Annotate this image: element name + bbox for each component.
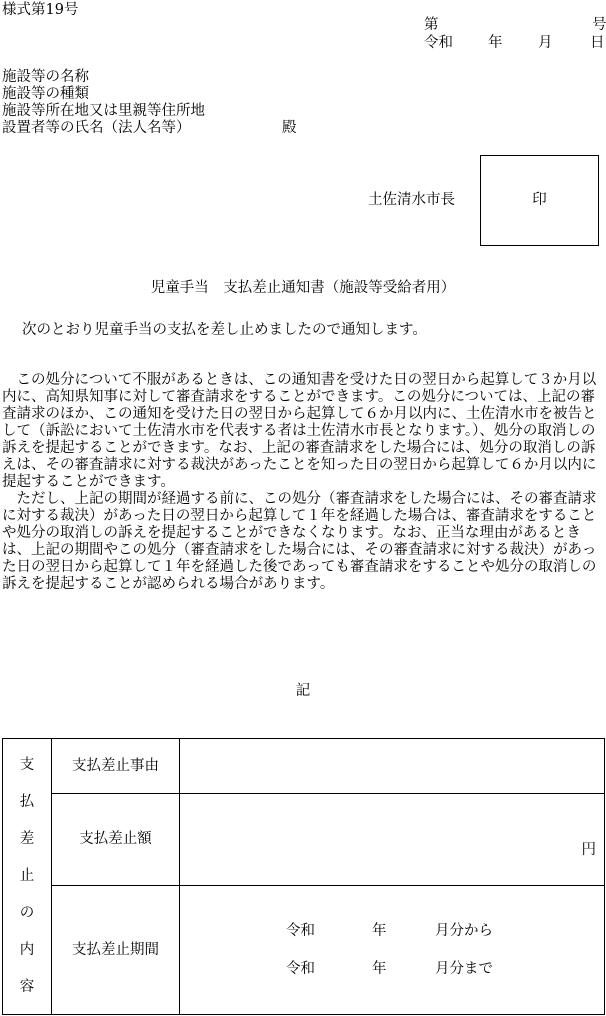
period-value[interactable]: [180, 886, 605, 1015]
side-label-char: 差: [19, 831, 35, 847]
appeal-notice: [2, 372, 606, 593]
document-number-prefix: 第: [424, 17, 439, 33]
side-label: [3, 739, 52, 1015]
period-from-era: 令和: [286, 923, 315, 939]
side-label-char: 支: [19, 757, 35, 773]
sender-name: 土佐清水市長: [368, 192, 455, 208]
addressee-founder-name: 設置者等の氏名（法人名等）: [2, 120, 191, 136]
form-number: 様式第19号: [2, 2, 79, 18]
period-to: [286, 950, 604, 988]
suspension-details-table: [2, 738, 605, 1015]
date-month: 月: [538, 35, 553, 51]
addressee-block: [2, 69, 205, 137]
period-to-year: 年: [372, 961, 387, 977]
reason-label: 支払差止事由: [52, 739, 180, 794]
period-from-year: 年: [372, 923, 387, 939]
side-label-char: 容: [19, 979, 35, 995]
amount-unit: 円: [581, 842, 596, 858]
seal-box: [480, 155, 599, 246]
document-number-suffix: 号: [592, 17, 606, 33]
date-era: 令和: [424, 35, 453, 51]
period-label: 支払差止期間: [52, 886, 180, 1015]
period-from: [286, 912, 604, 950]
period-to-month: 月分まで: [435, 961, 493, 977]
appeal-paragraph-1: この処分について不服があるときは、この通知書を受けた日の翌日から起算して３か月以内に、高知県知事に対して審査請求をすることができます。この処分については、上記の審査請求のほか、この通知を受けた日の翌日から起算して６か月以内に、土佐清水市を被告として（訴訟において土佐清水市を代表する者は土佐清水市長となります。）、処分の取消しの訴えを提起することができます。なお、上記の審査請求をした場合には、処分の取消しの訴えは、その審査請求に対する裁決があったことを知った日の翌日から起算して６か月以内に提起することができます。: [2, 372, 597, 490]
period-to-era: 令和: [286, 961, 315, 977]
seal-label: 印: [532, 192, 547, 208]
side-label-char: 内: [19, 942, 35, 958]
honorific: 殿: [282, 120, 297, 136]
period-from-month: 月分から: [435, 923, 493, 939]
addressee-address: 施設等所在地又は里親等住所地: [2, 103, 205, 119]
document-title: 児童手当 支払差止通知書（施設等受給者用）: [150, 280, 456, 296]
addressee-facility-type: 施設等の種類: [2, 86, 89, 102]
side-label-char: 払: [19, 794, 35, 810]
reason-value[interactable]: [180, 739, 605, 794]
date-year: 年: [488, 35, 503, 51]
side-label-char: の: [19, 905, 35, 921]
amount-label: 支払差止額: [52, 794, 180, 886]
side-label-char: 止: [19, 868, 35, 884]
lead-sentence: 次のとおり児童手当の支払を差し止めましたので通知します。: [22, 322, 427, 338]
addressee-facility-name: 施設等の名称: [2, 69, 89, 85]
amount-value[interactable]: [180, 794, 605, 886]
date-day: 日: [590, 35, 605, 51]
ki-heading: 記: [295, 683, 311, 699]
appeal-paragraph-2: ただし、上記の期間が経過する前に、この処分（審査請求をした場合には、その審査請求に対する裁決）があった日の翌日から起算して１年を経過した場合は、審査請求をすることや処分の取消しの訴えを提起することができなくなります。なお、正当な理由があるときは、上記の期間やこの処分（審査請求をした場合には、その審査請求に対する裁決）があった日の翌日から起算して１年を経過した後であっても審査請求をすることや処分の取消しの訴えを提起することが認められる場合があります。: [2, 491, 597, 592]
